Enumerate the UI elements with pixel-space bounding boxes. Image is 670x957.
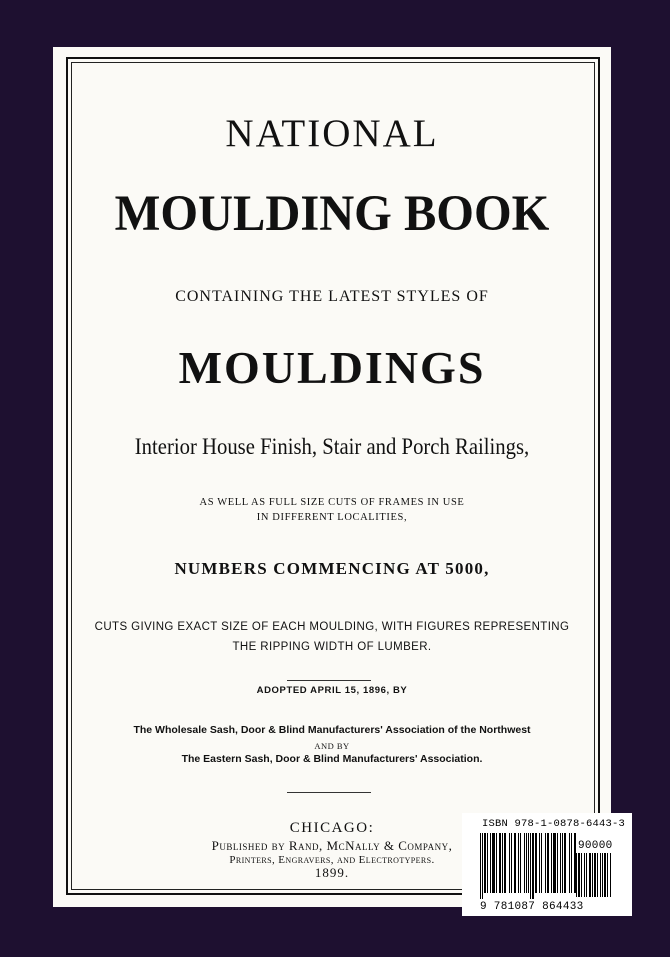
barcode-bar — [560, 833, 561, 893]
association-eastern: The Eastern Sash, Door & Blind Manufacturers' Association. — [181, 753, 483, 765]
barcode-bar — [509, 833, 510, 893]
barcode-bar — [520, 833, 521, 893]
publication-year: 1899. — [314, 865, 350, 880]
barcode-bar — [482, 833, 483, 899]
divider-rule-bottom — [287, 792, 371, 793]
frames-note — [53, 495, 611, 525]
barcode-bar — [602, 853, 603, 897]
adopted-date: ADOPTED APRIL 15, 1896, BY — [256, 685, 408, 696]
barcode-bar — [496, 833, 497, 893]
barcode-bar — [547, 833, 549, 893]
barcode-bar — [504, 833, 506, 893]
barcode-bar — [541, 833, 542, 893]
barcode-bar — [545, 833, 546, 893]
price-code: 90000 — [578, 840, 613, 852]
barcode-bar — [532, 833, 534, 899]
barcode-bar — [584, 853, 585, 897]
barcode-bar — [569, 833, 570, 893]
barcode-bar — [539, 833, 540, 893]
barcode-bar — [578, 853, 580, 897]
association-northwest: The Wholesale Sash, Door & Blind Manufacturers' Association of the Northwest — [133, 724, 531, 736]
double-border-frame — [66, 57, 600, 895]
barcode-bar — [528, 833, 529, 893]
frames-note-line-2: IN DIFFERENT LOCALITIES, — [256, 512, 408, 523]
barcode-bar — [502, 833, 503, 893]
barcode-bar — [499, 833, 501, 893]
cuts-note-line-1: CUTS GIVING EXACT SIZE OF EACH MOULDING, WITH FIGURES REPRESENTING — [94, 621, 570, 633]
barcode-bar — [594, 853, 596, 897]
and-by: AND BY — [314, 741, 350, 751]
barcode-bar — [526, 833, 527, 893]
title-line-national: NATIONAL — [225, 112, 439, 155]
barcode-bar — [564, 833, 566, 893]
barcode-bar — [551, 833, 552, 893]
isbn-barcode-box — [462, 813, 632, 916]
barcode-bar — [600, 853, 601, 897]
barcode-bar — [610, 853, 611, 897]
numbers-heading: NUMBERS COMMENCING AT 5000, — [174, 559, 490, 578]
barcode-bar — [597, 853, 598, 897]
ean-number: 9 781087 864433 — [480, 901, 584, 913]
barcode-bar — [576, 853, 577, 897]
divider-rule-top — [287, 680, 371, 681]
barcode-bar — [511, 833, 512, 893]
publication-city: CHICAGO: — [289, 820, 375, 836]
barcode-bar — [530, 833, 531, 899]
price-barcode-graphic — [576, 853, 622, 897]
barcode-bar — [604, 853, 606, 897]
publisher-line: Published by Rand, McNally & Company, — [211, 838, 453, 853]
printers-line: Printers, Engravers, and Electrotypers. — [229, 854, 435, 866]
barcode-bar — [524, 833, 525, 893]
barcode-bar — [562, 833, 563, 893]
barcode-bar — [535, 833, 537, 893]
barcode-bar — [571, 833, 572, 893]
barcode-bar — [518, 833, 519, 893]
barcode-bar — [484, 833, 486, 893]
barcode-bar — [490, 833, 491, 893]
barcode-bar — [492, 833, 495, 893]
title-line-moulding-book: MOULDING BOOK — [114, 186, 550, 242]
barcode-bar — [586, 853, 587, 897]
barcode-bar — [589, 853, 591, 897]
book-cover-page — [53, 47, 611, 907]
cuts-note — [53, 617, 611, 657]
barcode-bar — [607, 853, 608, 897]
barcode-bar — [592, 853, 593, 897]
title-mouldings: MOULDINGS — [178, 342, 486, 393]
subtitle-containing: CONTAINING THE LATEST STYLES OF — [175, 288, 489, 305]
cuts-note-line-2: THE RIPPING WIDTH OF LUMBER. — [232, 641, 432, 653]
frames-note-line-1: AS WELL AS FULL SIZE CUTS OF FRAMES IN USE — [199, 497, 465, 508]
subtitle-interior-finish: Interior House Finish, Stair and Porch Railings, — [134, 434, 530, 459]
barcode-bar — [581, 853, 582, 897]
barcode-bar — [553, 833, 556, 893]
ean-barcode-graphic — [480, 833, 576, 901]
barcode-bar — [487, 833, 488, 893]
barcode-bar — [557, 833, 558, 893]
barcode-bar — [514, 833, 516, 893]
barcode-bar — [480, 833, 481, 899]
isbn-label: ISBN 978-1-0878-6443-3 — [482, 818, 626, 830]
